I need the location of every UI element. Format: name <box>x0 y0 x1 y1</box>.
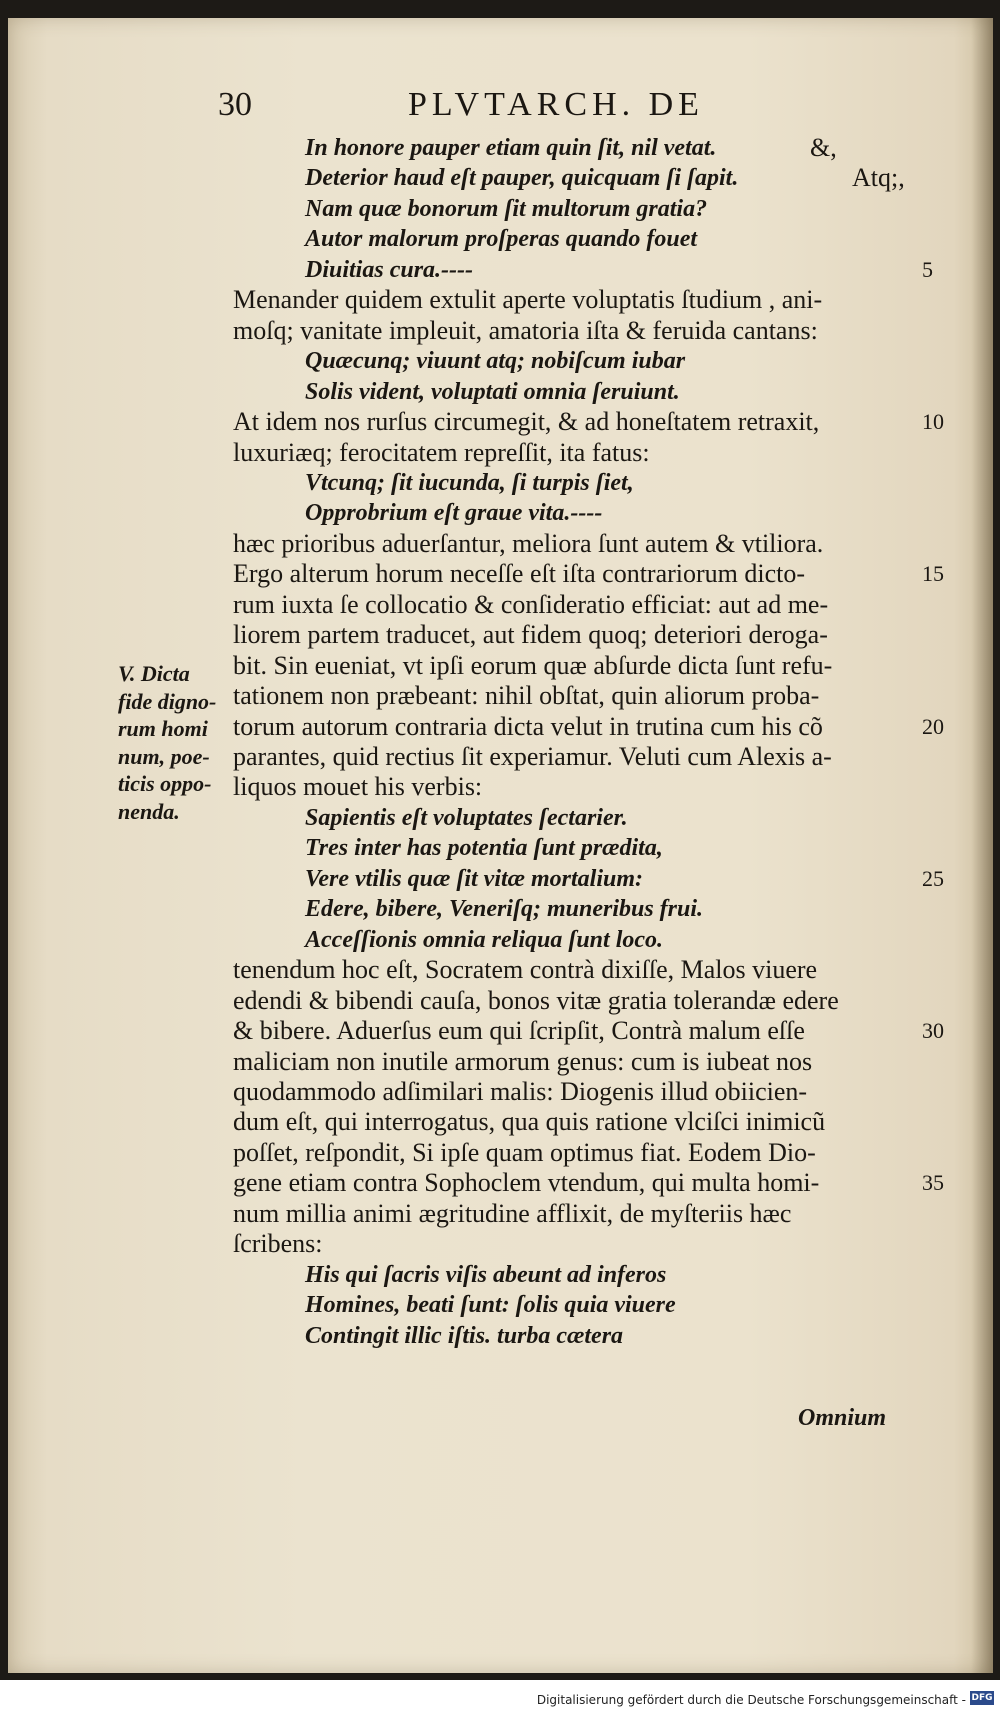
page-number: 30 <box>218 86 252 123</box>
footer-credit: Digitalisierung gefördert durch die Deutsche Forschungsgemeinschaft - <box>536 1693 966 1707</box>
line-text: ſcribens: <box>233 1229 323 1259</box>
line-trail: Atq;, <box>852 163 905 193</box>
verse-line <box>305 346 685 376</box>
margin-note-line: ticis oppo- <box>118 771 212 796</box>
line-text: Deterior haud eſt pauper, quicquam ſi ſapit. <box>305 165 739 192</box>
line-text: rum iuxta ſe collocatio & conſideratio efficiat: aut ad me- <box>233 589 829 619</box>
line-text: moſq; vanitate impleuit, amatoria iſta & feruida cantans: <box>233 315 818 345</box>
verse-line <box>305 377 680 407</box>
line-text: torum autorum contraria dicta velut in trutina cum his cõ <box>233 711 823 741</box>
prose-line <box>233 955 817 985</box>
line-text: luxuriæq; ferocitatem repreſſit, ita fatus: <box>233 437 650 467</box>
dfg-logo: DFG <box>971 1693 993 1703</box>
line-text: Menander quidem extulit aperte voluptatis ſtudium , ani- <box>233 285 823 315</box>
line-text: liorem partem traducet, aut fidem quoq; deteriori deroga- <box>233 620 828 650</box>
line-text: bit. Sin eueniat, vt ipſi eorum quæ abſurde dicta ſunt refu- <box>233 650 833 680</box>
line-text: liquos mouet his verbis: <box>233 772 483 802</box>
line-text: parantes, quid rectius ſit experiamur. Veluti cum Alexis a- <box>233 742 832 771</box>
margin-note-line: fide digno- <box>118 688 217 714</box>
verse-line <box>305 498 602 528</box>
line-text: Nam quæ bonorum ſit multorum gratia? <box>305 195 708 222</box>
line-text: Solis vident, voluptati omnia ſeruiunt. <box>305 378 680 405</box>
line-number: 20 <box>922 713 944 739</box>
margin-note-line: num, poe- <box>118 743 210 769</box>
line-number: 5 <box>922 256 933 282</box>
line-text: Sapientis eſt voluptates ſectarier. <box>305 804 628 831</box>
running-head: PLVTARCH. DE <box>408 86 704 123</box>
prose-line <box>233 742 832 772</box>
line-text: Opprobrium eſt graue vita.---- <box>305 500 603 527</box>
digitization-footer <box>0 1685 1000 1717</box>
line-text: Edere, bibere, Veneriſq; muneribus frui. <box>305 896 704 923</box>
prose-line <box>233 407 819 437</box>
line-text: Vere vtilis quæ ſit vitæ mortalium: <box>305 865 644 892</box>
prose-line <box>233 1107 825 1137</box>
verse-line <box>305 224 697 254</box>
prose-line <box>233 590 828 620</box>
line-text: edendi & bibendi cauſa, bonos vitæ gratia tolerandæ edere <box>233 985 839 1015</box>
verse-line <box>305 864 643 894</box>
prose-line <box>233 559 805 589</box>
verse-line <box>305 255 473 285</box>
line-text: Diuitias cura.---- <box>305 256 473 283</box>
prose-line <box>233 1138 816 1168</box>
line-text: & bibere. Aduerſus eum qui ſcripſit, Contrà malum eſſe <box>233 1016 805 1046</box>
prose-line <box>233 986 839 1016</box>
margin-note-line: V. Dicta <box>118 661 190 686</box>
line-text: poſſet, reſpondit, Si ipſe quam optimus fiat. Eodem Dio- <box>233 1137 816 1167</box>
verse-line <box>305 1260 666 1290</box>
prose-line <box>233 712 823 742</box>
line-text: dum eſt, qui interrogatus, qua quis ratione vlciſci inimicũ <box>233 1107 826 1137</box>
prose-line <box>233 772 482 802</box>
line-text: tenendum hoc eſt, Socratem contrà dixiſſe, Malos viuere <box>233 955 818 985</box>
verse-line <box>305 468 634 498</box>
line-number: 35 <box>922 1170 944 1196</box>
prose-line <box>233 1229 323 1259</box>
margin-note-line: nenda. <box>118 798 180 824</box>
prose-line <box>233 651 832 681</box>
prose-line <box>233 1016 805 1046</box>
prose-line <box>233 1199 791 1229</box>
prose-line <box>233 438 650 468</box>
line-text: In honore pauper etiam quin ſit, nil vetat. <box>305 135 717 161</box>
line-text: tationem non præbeant: nihil obſtat, quin aliorum proba- <box>233 681 820 711</box>
verse-line <box>305 1321 623 1351</box>
verse-line <box>305 925 663 955</box>
verse-line <box>305 1290 676 1320</box>
line-text: gene etiam contra Sophoclem vtendum, qui multa homi- <box>233 1168 820 1198</box>
line-number: 10 <box>922 409 944 435</box>
prose-line <box>233 681 819 711</box>
verse-line <box>305 194 707 224</box>
verse-line <box>305 803 628 833</box>
verse-line <box>305 133 716 163</box>
line-text: Autor malorum proſperas quando fouet <box>305 226 698 253</box>
prose-line <box>233 1168 819 1198</box>
line-text: quodammodo adſimilari malis: Diogenis illud obiicien- <box>233 1076 808 1106</box>
line-text: His qui ſacris viſis abeunt ad inferos <box>305 1261 667 1288</box>
line-number: 25 <box>922 865 944 891</box>
verse-line <box>305 833 663 863</box>
margin-note-line: rum homi <box>118 716 208 741</box>
line-text: Homines, beati ſunt: ſolis quia viuere <box>305 1292 676 1319</box>
line-text: Vtcunq; ſit iucunda, ſi turpis ſiet, <box>305 469 634 496</box>
line-text: Quæcunq; viuunt atq; nobiſcum iubar <box>305 348 686 375</box>
line-trail: &, <box>810 133 837 162</box>
line-text: hæc prioribus aduerſantur, meliora ſunt autem & vtiliora. <box>233 528 824 558</box>
verse-line <box>305 163 738 193</box>
prose-line <box>233 1047 812 1077</box>
prose-line <box>233 285 822 315</box>
line-number: 30 <box>922 1018 944 1044</box>
line-text: Tres inter has potentia ſunt prædita, <box>305 835 663 862</box>
line-text: Ergo alterum horum neceſſe eſt iſta contrariorum dicto- <box>233 559 806 589</box>
line-text: Acceſſionis omnia reliqua ſunt loco. <box>305 926 664 953</box>
catchword: Omnium <box>798 1405 887 1431</box>
line-text: At idem nos rurſus circumegit, & ad honeſtatem retraxit, <box>233 407 820 437</box>
line-text: num millia animi ægritudine afflixit, de myſteriis hæc <box>233 1198 792 1228</box>
prose-line <box>233 1077 807 1107</box>
gutter-shadow <box>971 18 993 1673</box>
prose-line <box>233 529 823 559</box>
prose-line <box>233 620 828 650</box>
verse-line <box>305 894 703 924</box>
line-number: 15 <box>922 561 944 587</box>
line-text: maliciam non inutile armorum genus: cum is iubeat nos <box>233 1046 813 1076</box>
line-text: Contingit illic iſtis. turba cætera <box>305 1322 624 1349</box>
prose-line <box>233 316 818 346</box>
